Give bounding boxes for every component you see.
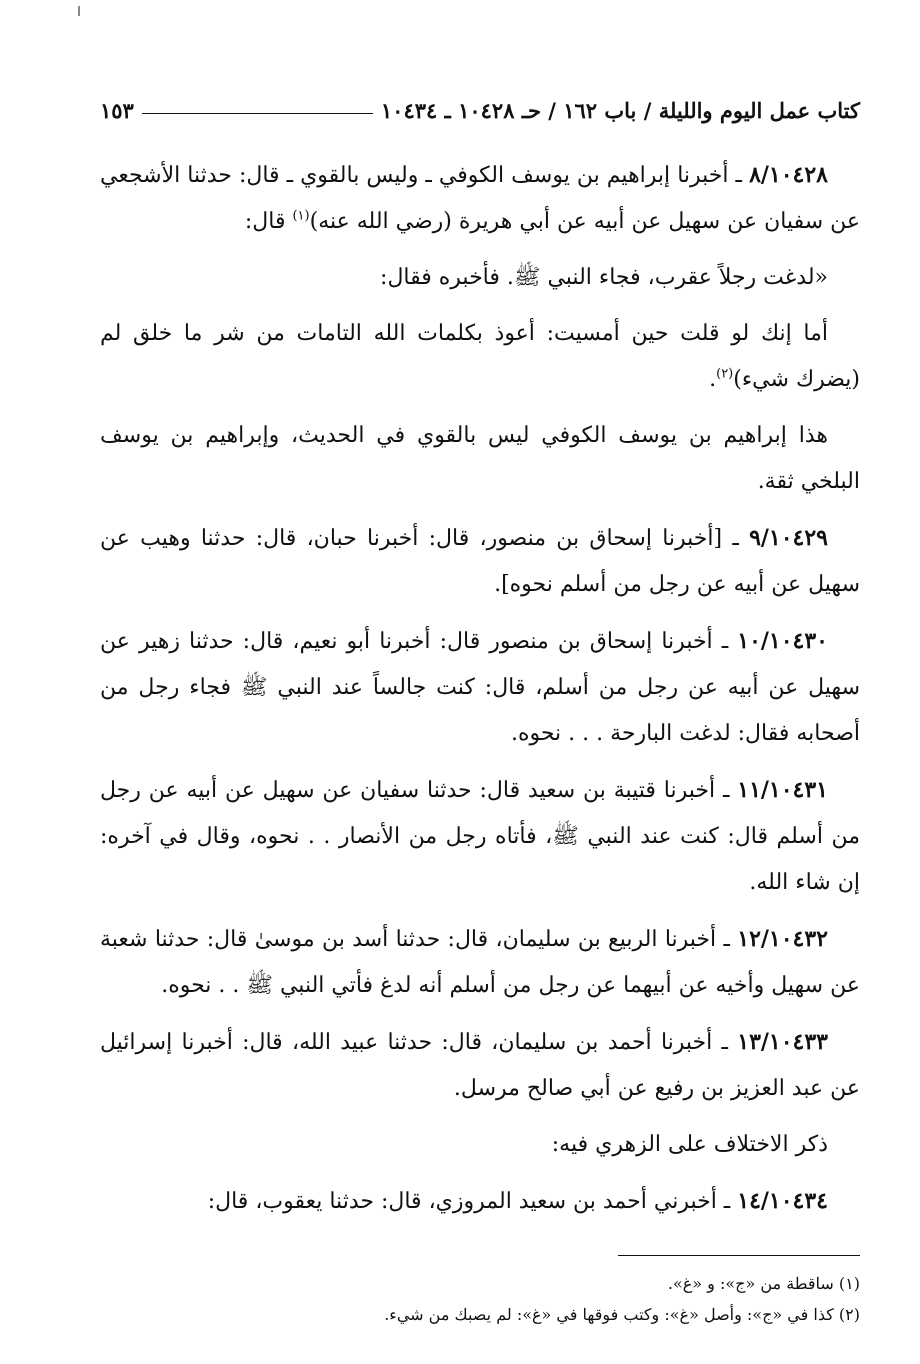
hadith-number: ١٠/١٠٤٣٠ — [737, 628, 828, 654]
paragraph-text: ـ أخبرنا أحمد بن سليمان، قال: حدثنا عبيد الله، قال: أخبرنا إسرائيل عن عبد العزيز بن رفيع عن أبي صالح مرسل. — [100, 1030, 860, 1101]
paragraph-text: ـ أخبرني أحمد بن سعيد المروزي، قال: حدثنا يعقوب، قال: — [207, 1189, 738, 1214]
scan-mark — [78, 6, 80, 16]
footnote: (١) ساقطة من «ج»: و «غ». — [667, 1274, 860, 1293]
paragraph-text: ـ أخبرنا إسحاق بن منصور قال: أخبرنا أبو نعيم، قال: حدثنا زهير عن سهيل عن أبيه عن رجل من أسلم، قال: كنت جالساً عند النبي ﷺ فجاء رجل من أصحابه فقال: لدغت البارحة . . . نحوه. — [100, 629, 860, 746]
hadith-number: ١١/١٠٤٣١ — [737, 777, 828, 803]
paragraph-text: ـ أخبرنا قتيبة بن سعيد قال: حدثنا سفيان عن سهيل عن أبيه عن رجل من أسلم قال: كنت عند النبي ﷺ، فأتاه رجل من الأنصار . . نحوه، وقال في آخره: إن شاء الله. — [100, 778, 860, 895]
header-rule — [142, 113, 373, 114]
footnote-ref: (١) — [292, 208, 310, 224]
hadith-number: ٩/١٠٤٢٩ — [749, 525, 828, 551]
commentary-paragraph — [100, 413, 860, 505]
hadith-paragraph — [100, 311, 860, 403]
hadith-number: ٨/١٠٤٢٨ — [749, 162, 828, 188]
paragraph-tail: قال: — [244, 209, 293, 234]
hadith-paragraph — [100, 1178, 860, 1225]
running-header — [100, 92, 860, 128]
footnote-ref: (٢) — [716, 366, 734, 382]
paragraph-text: أما إنك لو قلت حين أمسيت: أعوذ بكلمات الله التامات من شر ما خلق لم (يضرك شيء) — [100, 321, 860, 392]
hadith-paragraph — [100, 515, 860, 608]
paragraph-text: ـ [أخبرنا إسحاق بن منصور، قال: أخبرنا حبان، قال: حدثنا وهيب عن سهيل عن أبيه عن رجل من أسلم نحوه]. — [100, 526, 860, 597]
section-heading — [100, 1122, 860, 1168]
paragraph-text: ذكر الاختلاف على الزهري فيه: — [551, 1132, 828, 1157]
header-title: كتاب عمل اليوم والليلة / باب ١٦٢ / حـ ١٠٤٢٨ ـ ١٠٤٣٤ — [380, 97, 860, 123]
hadith-number: ١٣/١٠٤٣٣ — [737, 1029, 828, 1055]
hadith-number: ١٢/١٠٤٣٢ — [737, 926, 828, 952]
hadith-paragraph — [100, 152, 860, 245]
paragraph-text: «لدغت رجلاً عقرب، فجاء النبي ﷺ. فأخبره فقال: — [380, 265, 828, 290]
hadith-paragraph — [100, 916, 860, 1009]
main-text — [100, 152, 860, 1235]
paragraph-text: ـ أخبرنا الربيع بن سليمان، قال: حدثنا أسد بن موسىٰ قال: حدثنا شعبة عن سهيل وأخيه عن أبيهما عن رجل من أسلم أنه لدغ فأتي النبي ﷺ . . نحوه. — [100, 927, 860, 998]
footnote: (٢) كذا في «ج»: وأصل «غ»: وكتب فوقها في «غ»: لم يصبك من شيء. — [384, 1305, 860, 1324]
footnote-rule — [618, 1255, 860, 1256]
paragraph-text: هذا إبراهيم بن يوسف الكوفي ليس بالقوي في الحديث، وإبراهيم بن يوسف البلخي ثقة. — [100, 423, 860, 494]
paragraph-tail: . — [709, 367, 717, 392]
hadith-paragraph — [100, 255, 860, 301]
hadith-paragraph — [100, 1019, 860, 1112]
page-number: ١٥٣ — [100, 97, 134, 123]
hadith-number: ١٤/١٠٤٣٤ — [737, 1188, 828, 1214]
footnotes — [100, 1268, 860, 1330]
paragraph-text: ـ أخبرنا إبراهيم بن يوسف الكوفي ـ وليس بالقوي ـ قال: حدثنا الأشجعي عن سفيان عن سهيل عن أبيه عن أبي هريرة (رضي الله عنه) — [100, 163, 860, 234]
hadith-paragraph — [100, 767, 860, 906]
hadith-paragraph — [100, 618, 860, 757]
